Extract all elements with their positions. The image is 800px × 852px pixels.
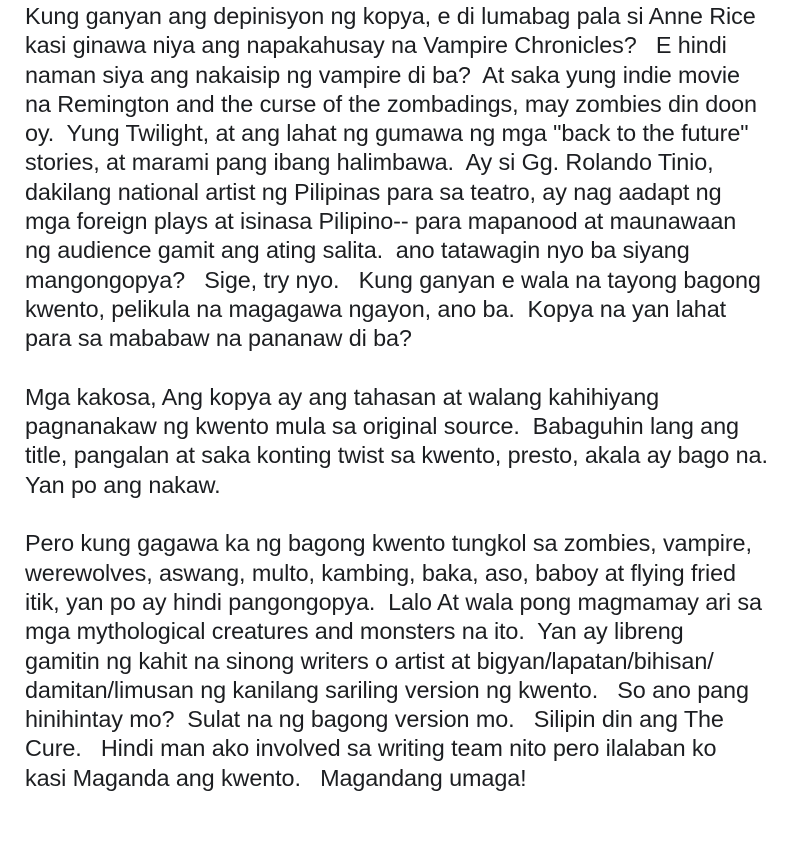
text-line: Mga kakosa, Ang kopya ay ang tahasan at walang kahihiyang <box>25 383 660 410</box>
paragraph-gap <box>25 354 795 383</box>
text-line: stories, at marami pang ibang halimbawa. Ay si Gg. Rolando Tinio, <box>25 149 714 176</box>
text-line: pagnanakaw ng kwento mula sa original source. Babaguhin lang ang <box>25 413 739 440</box>
text-line: hinihintay mo? Sulat na ng bagong version mo. Silipin din ang The <box>25 706 724 733</box>
text-line: werewolves, aswang, multo, kambing, baka, aso, baboy at flying fried <box>25 559 736 586</box>
text-line: kasi Maganda ang kwento. Magandang umaga! <box>25 764 527 791</box>
text-line: dakilang national artist ng Pilipinas para sa teatro, ay nag aadapt ng <box>25 178 722 205</box>
text-line: ng audience gamit ang ating salita. ano tatawagin nyo ba siyang <box>25 237 690 264</box>
paragraph-1 <box>25 2 795 354</box>
text-line: mangongopya? Sige, try nyo. Kung ganyan e wala na tayong bagong <box>25 266 761 293</box>
paragraph-gap <box>25 500 795 529</box>
text-line: itik, yan po ay hindi pangongopya. Lalo At wala pong magmamay ari sa <box>25 588 762 615</box>
text-line: naman siya ang nakaisip ng vampire di ba? At saka yung indie movie <box>25 61 740 88</box>
text-line: Pero kung gagawa ka ng bagong kwento tungkol sa zombies, vampire, <box>25 530 752 557</box>
text-line: Cure. Hindi man ako involved sa writing team nito pero ilalaban ko <box>25 735 717 762</box>
post-text-body <box>25 2 795 793</box>
paragraph-2 <box>25 383 795 500</box>
text-line: damitan/limusan ng kanilang sariling version ng kwento. So ano pang <box>25 676 749 703</box>
paragraph-3 <box>25 529 795 793</box>
text-line: gamitin ng kahit na sinong writers o artist at bigyan/lapatan/bihisan/ <box>25 647 714 674</box>
text-line: oy. Yung Twilight, at ang lahat ng gumawa ng mga "back to the future" <box>25 120 749 147</box>
text-line: Kung ganyan ang depinisyon ng kopya, e di lumabag pala si Anne Rice <box>25 3 756 29</box>
text-line: kwento, pelikula na magagawa ngayon, ano ba. Kopya na yan lahat <box>25 295 727 322</box>
text-line: para sa mababaw na pananaw di ba? <box>25 325 412 352</box>
text-line: na Remington and the curse of the zombadings, may zombies din doon <box>25 90 757 117</box>
text-line: Yan po ang nakaw. <box>25 471 221 498</box>
text-line: title, pangalan at saka konting twist sa kwento, presto, akala ay bago na. <box>25 442 768 469</box>
text-line: mga mythological creatures and monsters na ito. Yan ay libreng <box>25 618 684 645</box>
text-line: kasi ginawa niya ang napakahusay na Vampire Chronicles? E hindi <box>25 32 727 59</box>
text-line: mga foreign plays at isinasa Pilipino-- para mapanood at maunawaan <box>25 208 737 235</box>
